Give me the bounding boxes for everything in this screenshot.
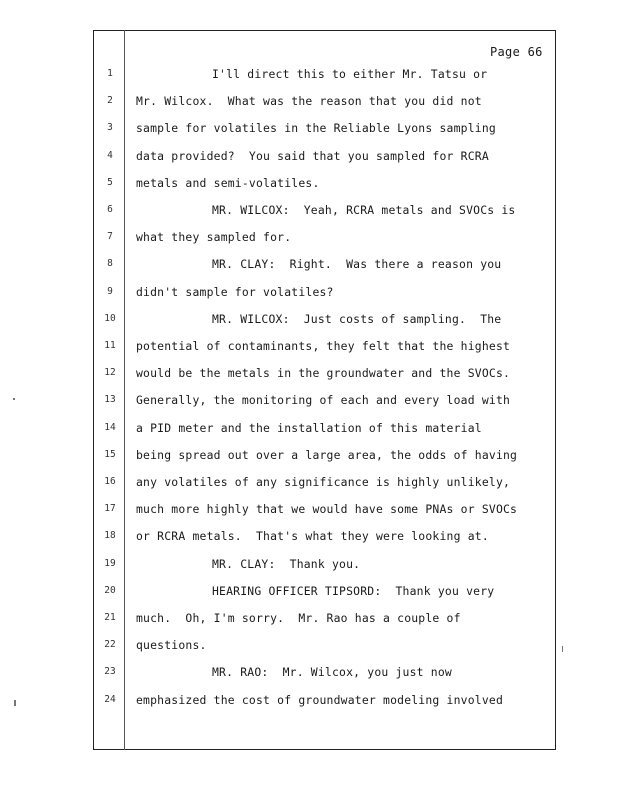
line-number: 19: [104, 558, 116, 569]
transcript-line: data provided? You said that you sampled for RCRA: [136, 149, 489, 163]
transcript-line: much. Oh, I'm sorry. Mr. Rao has a couple of: [136, 611, 461, 625]
line-number: 7: [107, 231, 113, 242]
line-number: 20: [104, 585, 116, 596]
scan-speck: [13, 398, 15, 400]
transcript-line: potential of contaminants, they felt that the highest: [136, 339, 511, 353]
page-number: Page 66: [490, 45, 543, 59]
transcript-line: being spread out over a large area, the odds of having: [136, 448, 518, 462]
transcript-line: Generally, the monitoring of each and every load with: [136, 393, 511, 407]
transcript-line: questions.: [136, 638, 207, 652]
line-number: 9: [107, 286, 113, 297]
transcript-line: HEARING OFFICER TIPSORD: Thank you very: [212, 584, 495, 598]
line-number: 11: [104, 340, 116, 351]
transcript-line: MR. RAO: Mr. Wilcox, you just now: [212, 665, 452, 679]
line-number: 18: [104, 530, 116, 541]
scan-speck: [562, 646, 563, 652]
line-number: 1: [107, 68, 113, 79]
transcript-line: would be the metals in the groundwater and the SVOCs.: [136, 366, 511, 380]
line-number: 13: [104, 394, 116, 405]
line-number: 10: [104, 313, 116, 324]
line-number: 6: [107, 204, 113, 215]
line-number: 2: [107, 95, 113, 106]
transcript-line: a PID meter and the installation of this material: [136, 421, 482, 435]
line-number: 23: [104, 666, 116, 677]
transcript-line: didn't sample for volatiles?: [136, 285, 334, 299]
line-number: 8: [107, 258, 113, 269]
line-number-margin-rule: [124, 30, 125, 750]
transcript-line: what they sampled for.: [136, 230, 292, 244]
line-number: 3: [107, 122, 113, 133]
line-number: 14: [104, 422, 116, 433]
transcript-line: MR. WILCOX: Just costs of sampling. The: [212, 312, 502, 326]
transcript-line: metals and semi-volatiles.: [136, 176, 320, 190]
transcript-line: Mr. Wilcox. What was the reason that you did not: [136, 94, 482, 108]
transcript-line: sample for volatiles in the Reliable Lyons sampling: [136, 121, 496, 135]
line-number: 24: [104, 694, 116, 705]
transcript-line: I'll direct this to either Mr. Tatsu or: [212, 67, 488, 81]
line-number: 5: [107, 177, 113, 188]
transcript-line: MR. WILCOX: Yeah, RCRA metals and SVOCs is: [212, 203, 516, 217]
transcript-line: MR. CLAY: Thank you.: [212, 557, 361, 571]
scan-speck: [14, 700, 16, 706]
transcript-line: much more highly that we would have some PNAs or SVOCs: [136, 502, 518, 516]
line-number: 12: [104, 367, 116, 378]
transcript-line: or RCRA metals. That's what they were looking at.: [136, 529, 489, 543]
transcript-line: emphasized the cost of groundwater modeling involved: [136, 693, 504, 707]
line-number: 4: [107, 150, 113, 161]
line-number: 17: [104, 503, 116, 514]
line-number: 22: [104, 639, 116, 650]
line-number: 15: [104, 449, 116, 460]
transcript-line: MR. CLAY: Right. Was there a reason you: [212, 257, 502, 271]
line-number: 21: [104, 612, 116, 623]
transcript-line: any volatiles of any significance is highly unlikely,: [136, 475, 511, 489]
line-number: 16: [104, 476, 116, 487]
